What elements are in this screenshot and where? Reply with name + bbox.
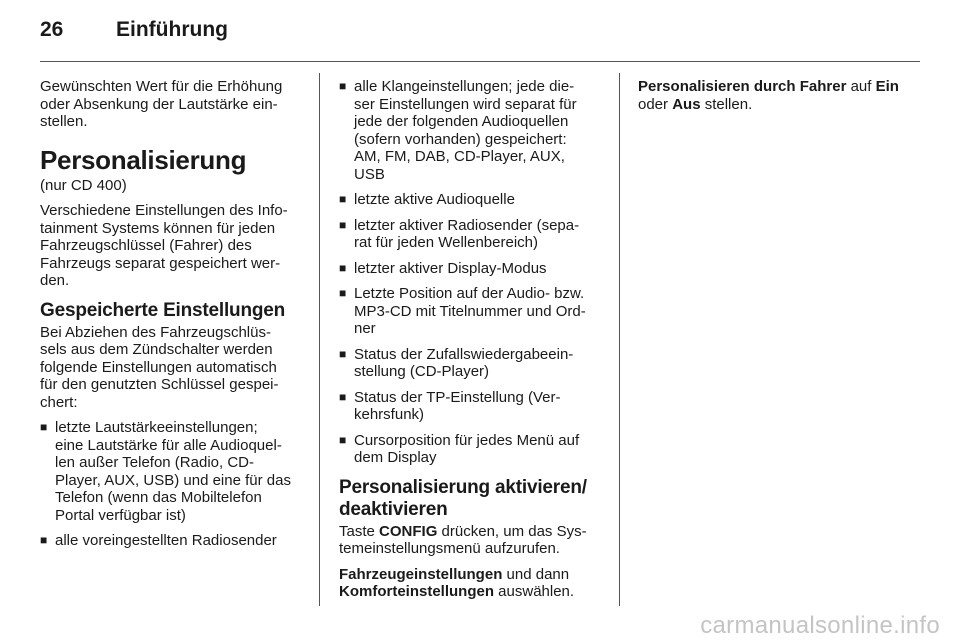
text-line: Verschiedene Einstellungen des Info-	[40, 202, 288, 219]
text-line: jede der folgenden Audioquellen	[354, 113, 569, 130]
subsection-heading	[339, 477, 604, 521]
text-line	[638, 78, 904, 96]
subsection-heading: Gespeicherte Einstellungen	[40, 299, 286, 321]
list-item	[339, 260, 604, 278]
text-line: stellen.	[40, 113, 88, 130]
settings-list	[40, 419, 304, 550]
square-bullet-icon: ■	[40, 533, 48, 547]
list-item	[339, 285, 604, 338]
column-3	[638, 78, 904, 121]
instruction-paragraph	[638, 78, 904, 113]
header-rule	[40, 61, 920, 62]
text-line: Player, AUX, USB) und eine für das	[55, 471, 291, 489]
instruction-paragraph	[339, 566, 604, 601]
text-line	[638, 96, 904, 114]
square-bullet-icon: ■	[339, 260, 347, 275]
text-line: Fahrzeugschlüssel (Fahrer) des	[40, 237, 252, 254]
settings-list-continued	[339, 78, 604, 467]
text-line: Portal verfügbar ist)	[55, 506, 186, 524]
column-2	[339, 78, 604, 609]
text-run: und dann	[502, 565, 570, 583]
text-line: ner	[354, 320, 376, 337]
text-line	[339, 523, 604, 541]
text-line: Status der TP-Einstellung (Ver-	[354, 388, 561, 406]
heading-line: deaktivieren	[339, 498, 448, 520]
square-bullet-icon: ■	[339, 217, 347, 232]
square-bullet-icon: ■	[339, 79, 347, 93]
text-line: letzter aktiver Radiosender (sepa-	[354, 216, 580, 234]
text-line: Cursorposition für jedes Menü auf	[354, 431, 580, 449]
list-item	[339, 191, 604, 209]
text-line: dem Display	[354, 449, 437, 466]
text-line: AM, FM, DAB, CD-Player, AUX,	[354, 148, 565, 165]
text-line: chert:	[40, 393, 78, 411]
text-line: Letzte Position auf der Audio- bzw.	[354, 285, 585, 302]
list-item	[40, 532, 304, 550]
text-line: oder Absenkung der Lautstärke ein-	[40, 95, 278, 113]
square-bullet-icon: ■	[339, 389, 347, 404]
list-item	[339, 217, 604, 252]
text-run: auf	[846, 78, 876, 95]
subsection-paragraph	[40, 324, 304, 412]
watermark: carmanualsonline.info	[700, 612, 940, 639]
text-line: rat für jeden Wellenbereich)	[354, 234, 538, 251]
square-bullet-icon: ■	[339, 432, 347, 447]
text-line	[339, 583, 604, 601]
square-bullet-icon: ■	[339, 346, 347, 361]
text-run: oder	[638, 95, 673, 113]
list-item	[339, 389, 604, 424]
text-line: für den genutzten Schlüssel gespei-	[40, 376, 279, 393]
text-line: tainment Systems können für jeden	[40, 219, 276, 237]
text-line: (sofern vorhanden) gespeichert:	[354, 130, 567, 148]
text-line: Gewünschten Wert für die Erhöhung	[40, 78, 283, 95]
list-item	[339, 346, 604, 381]
heading-line: Personalisierung aktivieren/	[339, 476, 587, 498]
text-line: eine Lautstärke für alle Audioquel-	[55, 436, 282, 454]
list-item	[40, 419, 304, 524]
list-item	[339, 78, 604, 183]
text-line: den.	[40, 272, 70, 289]
text-line: len außer Telefon (Radio, CD-	[55, 454, 254, 471]
list-item	[339, 432, 604, 467]
section-paragraph	[40, 202, 304, 290]
section-heading: Personalisierung	[40, 144, 247, 175]
intro-paragraph	[40, 78, 304, 131]
text-line: temeinstellungsmenü aufzurufen.	[339, 540, 560, 557]
text-line: letzte Lautstärkeeinstellungen;	[55, 419, 258, 436]
section-subtitle: (nur CD 400)	[40, 176, 127, 194]
text-line: sels aus dem Zündschalter werden	[40, 341, 273, 358]
page-number: 26	[40, 18, 64, 41]
text-line: alle voreingestellten Radiosender	[55, 532, 277, 549]
column-divider-2	[619, 73, 620, 606]
option-label: Ein	[875, 78, 899, 95]
text-line: USB	[354, 165, 385, 183]
text-run: drücken, um das Sys-	[437, 522, 587, 540]
text-line: kehrsfunk)	[354, 406, 425, 423]
square-bullet-icon: ■	[40, 420, 48, 434]
setting-label: Personalisieren durch Fahrer	[638, 78, 847, 95]
text-run: auswählen.	[494, 583, 575, 600]
text-line: letzte aktive Audioquelle	[354, 191, 515, 208]
text-line: letzter aktiver Display-Modus	[354, 259, 547, 277]
text-line: alle Klangeinstellungen; jede die-	[354, 78, 575, 95]
text-line: stellung (CD-Player)	[354, 363, 490, 380]
option-label: Aus	[672, 95, 701, 113]
text-line: Status der Zufallswiedergabeein-	[354, 345, 574, 363]
square-bullet-icon: ■	[339, 192, 347, 206]
menu-item-label: Fahrzeugeinstellungen	[339, 565, 503, 583]
text-run: stellen.	[700, 95, 753, 113]
text-line: Telefon (wenn das Mobiltelefon	[55, 489, 262, 506]
column-divider-1	[319, 73, 320, 606]
instruction-paragraph	[339, 523, 604, 558]
column-1	[40, 78, 304, 558]
menu-item-label: Komforteinstellungen	[339, 583, 495, 600]
text-run: Taste	[339, 522, 380, 540]
text-line: Bei Abziehen des Fahrzeugschlüs-	[40, 323, 271, 341]
text-line: folgende Einstellungen automatisch	[40, 358, 277, 376]
square-bullet-icon: ■	[339, 286, 347, 300]
text-line: ser Einstellungen wird separat für	[354, 95, 577, 113]
text-line: MP3-CD mit Titelnummer und Ord-	[354, 302, 586, 320]
text-line	[339, 566, 604, 584]
config-key-label: CONFIG	[379, 522, 438, 540]
chapter-title: Einführung	[116, 18, 228, 41]
text-line: Fahrzeugs separat gespeichert wer-	[40, 254, 281, 272]
